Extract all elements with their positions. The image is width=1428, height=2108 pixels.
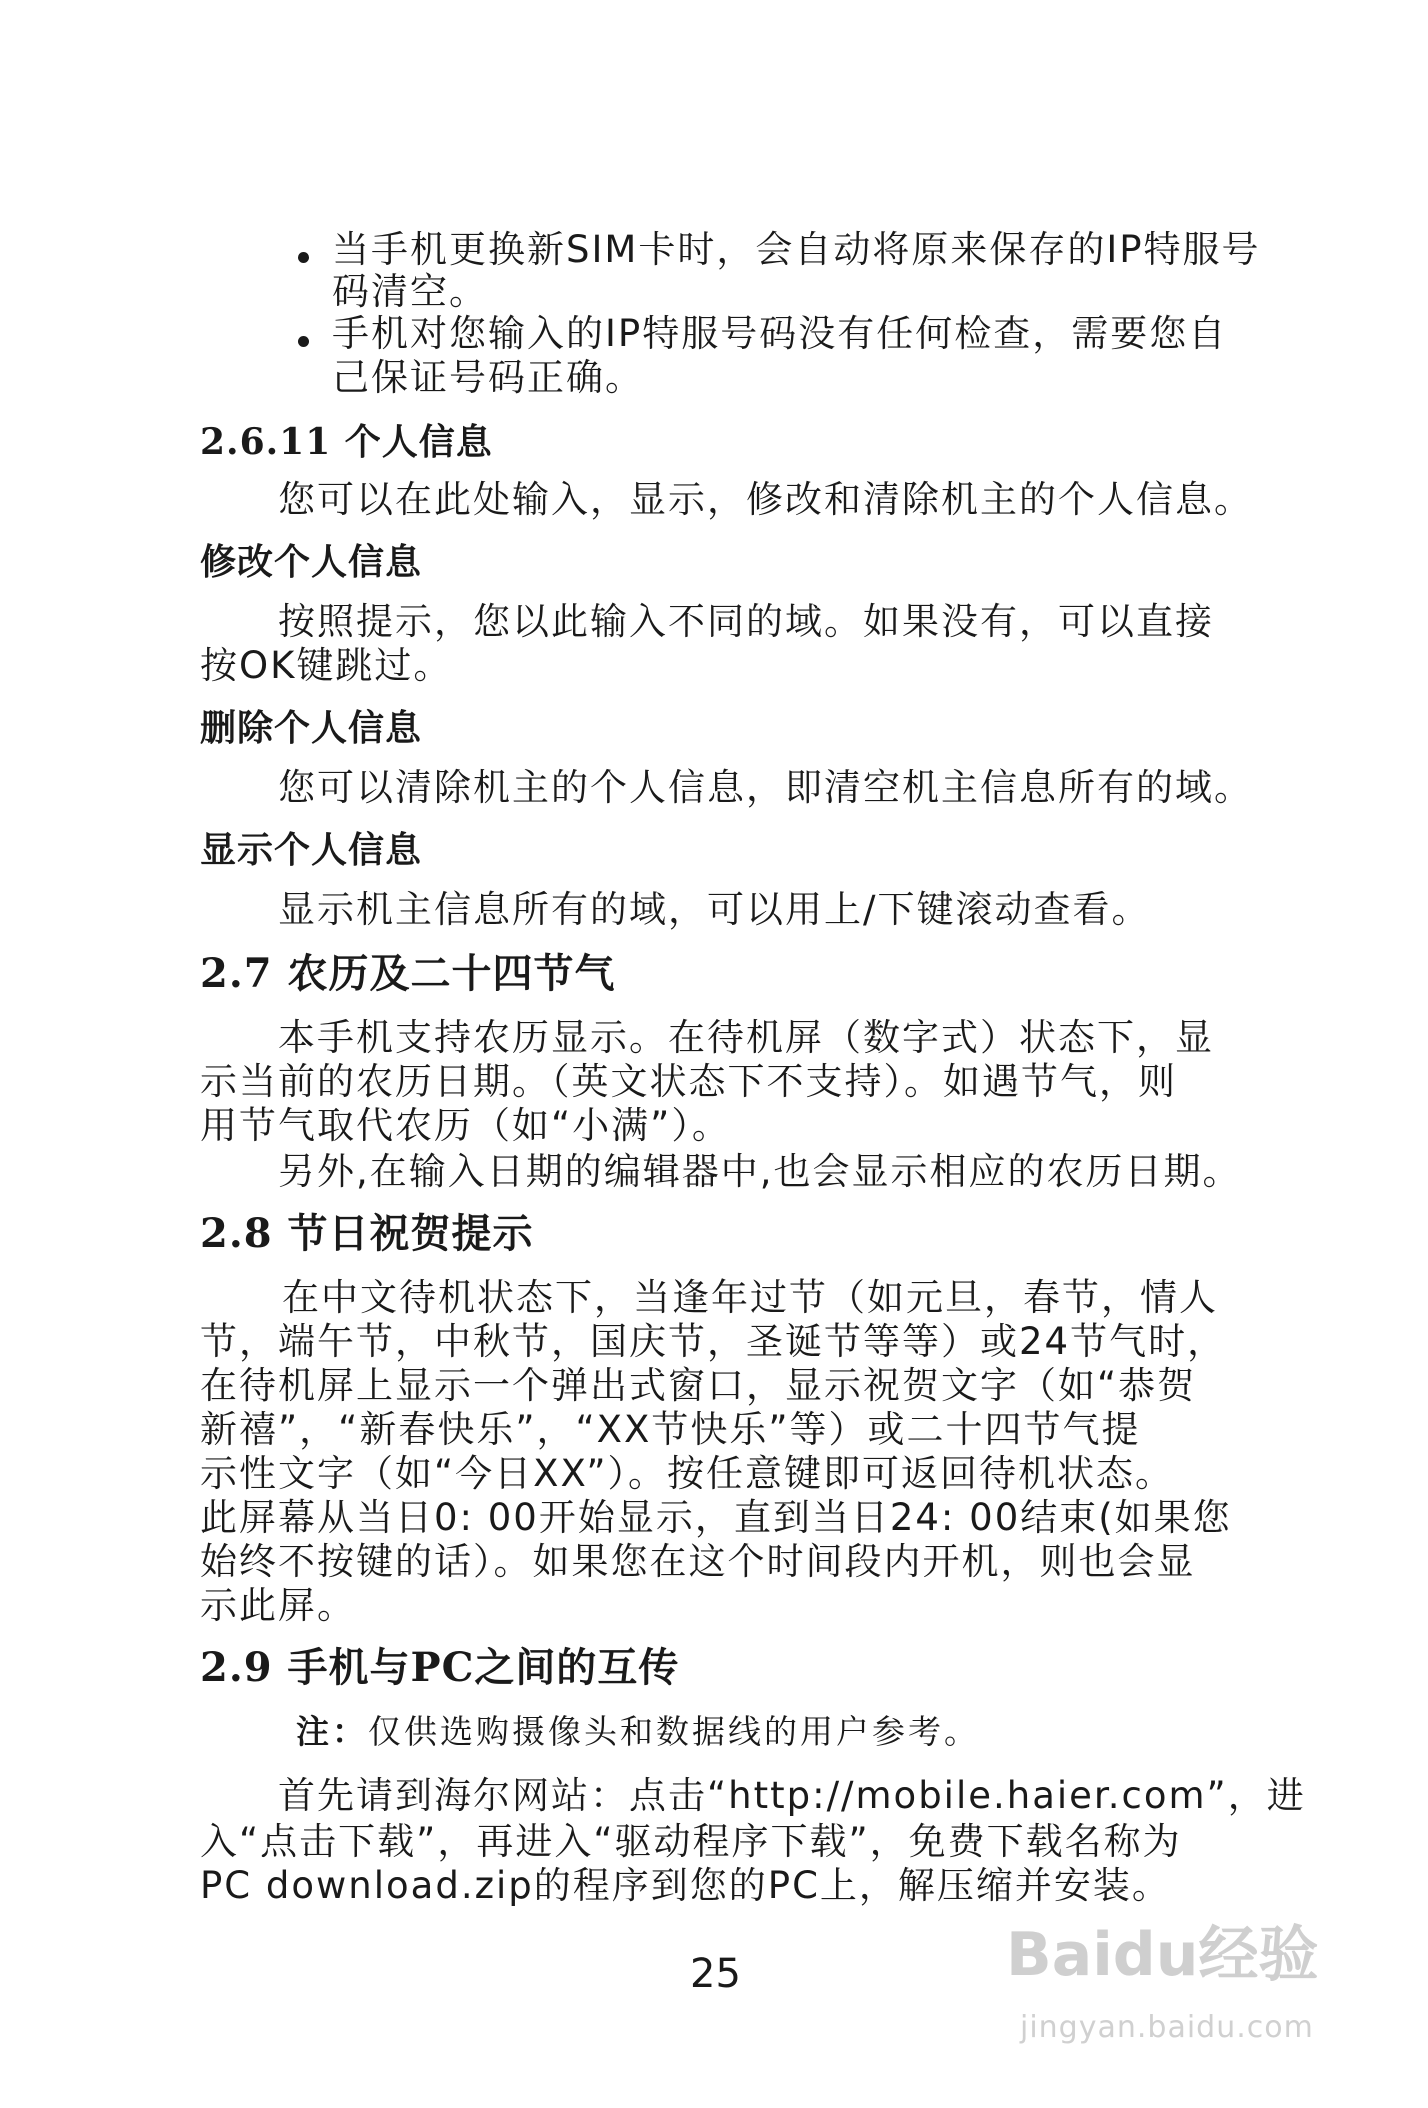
delete-info-text: 您可以清除机主的个人信息，即清空机主信息所有的域。: [278, 766, 1253, 809]
section-28-line-8: 示此屏。: [200, 1584, 356, 1627]
modify-info-line-2: 按OK键跳过。: [200, 644, 453, 687]
page-number: 25: [690, 1951, 741, 1997]
bullet-1-line-1: 当手机更换新SIM卡时，会自动将原来保存的IP特服号: [332, 228, 1261, 271]
section-28-line-5: 示性文字（如“今日XX”）。按任意键即可返回待机状态。: [200, 1452, 1175, 1495]
bullet-2-line-1: 手机对您输入的IP特服号码没有任何检查，需要您自: [332, 312, 1228, 355]
bullet-1-line-2: 码清空。: [332, 270, 488, 313]
show-info-text: 显示机主信息所有的域，可以用上/下键滚动查看。: [278, 888, 1151, 931]
section-27-line-4: 另外,在输入日期的编辑器中,也会显示相应的农历日期。: [278, 1150, 1242, 1193]
section-27-line-3: 用节气取代农历（如“小满”）。: [200, 1104, 731, 1147]
section-29-line-3: PC download.zip的程序到您的PC上，解压缩并安装。: [200, 1864, 1171, 1907]
section-28-line-6: 此屏幕从当日0: 00开始显示，直到当日24: 00结束(如果您: [200, 1496, 1232, 1539]
note-text: 仅供选购摄像头和数据线的用户参考。: [368, 1712, 980, 1751]
section-29-note: [296, 1710, 980, 1754]
section-28-heading: 2.8 节日祝贺提示: [200, 1210, 534, 1257]
section-29-heading: 2.9 手机与PC之间的互传: [200, 1644, 680, 1691]
section-2611-intro: 您可以在此处输入，显示，修改和清除机主的个人信息。: [278, 478, 1253, 521]
section-28-line-4: 新禧”，“新春快乐”，“XX节快乐”等）或二十四节气提: [200, 1408, 1141, 1451]
modify-info-line-1: 按照提示，您以此输入不同的域。如果没有，可以直接: [278, 600, 1214, 643]
section-27-line-2: 示当前的农历日期。（英文状态下不支持）。如遇节气，则: [200, 1060, 1177, 1103]
section-28-line-2: 节，端午节，中秋节，国庆节，圣诞节等等）或24节气时，: [200, 1320, 1227, 1363]
watermark-url: jingyan.baidu.com: [1020, 2010, 1314, 2045]
modify-info-heading: 修改个人信息: [200, 541, 423, 583]
section-2611-heading: 2.6.11 个人信息: [200, 421, 493, 463]
section-28-line-1: 在中文待机状态下，当逢年过节（如元旦，春节，情人: [282, 1276, 1218, 1319]
bullet-dot-1: [298, 252, 309, 263]
note-label: 注：: [296, 1712, 368, 1751]
bullet-dot-2: [298, 336, 309, 347]
baidu-jingyan-watermark: Baidu经验: [1006, 1920, 1319, 1990]
section-27-heading: 2.7 农历及二十四节气: [200, 950, 616, 997]
show-info-heading: 显示个人信息: [200, 829, 423, 871]
section-27-line-1: 本手机支持农历显示。在待机屏（数字式）状态下，显: [278, 1016, 1214, 1059]
section-29-line-1: 首先请到海尔网站：点击“http://mobile.haier.com”，进: [278, 1774, 1306, 1817]
bullet-2-line-2: 己保证号码正确。: [332, 356, 644, 399]
section-29-line-2: 入“点击下载”，再进入“驱动程序下载”，免费下载名称为: [200, 1820, 1182, 1863]
section-28-line-3: 在待机屏上显示一个弹出式窗口，显示祝贺文字（如“恭贺: [200, 1364, 1197, 1407]
delete-info-heading: 删除个人信息: [200, 707, 423, 749]
section-28-line-7: 始终不按键的话）。如果您在这个时间段内开机，则也会显: [200, 1540, 1196, 1583]
